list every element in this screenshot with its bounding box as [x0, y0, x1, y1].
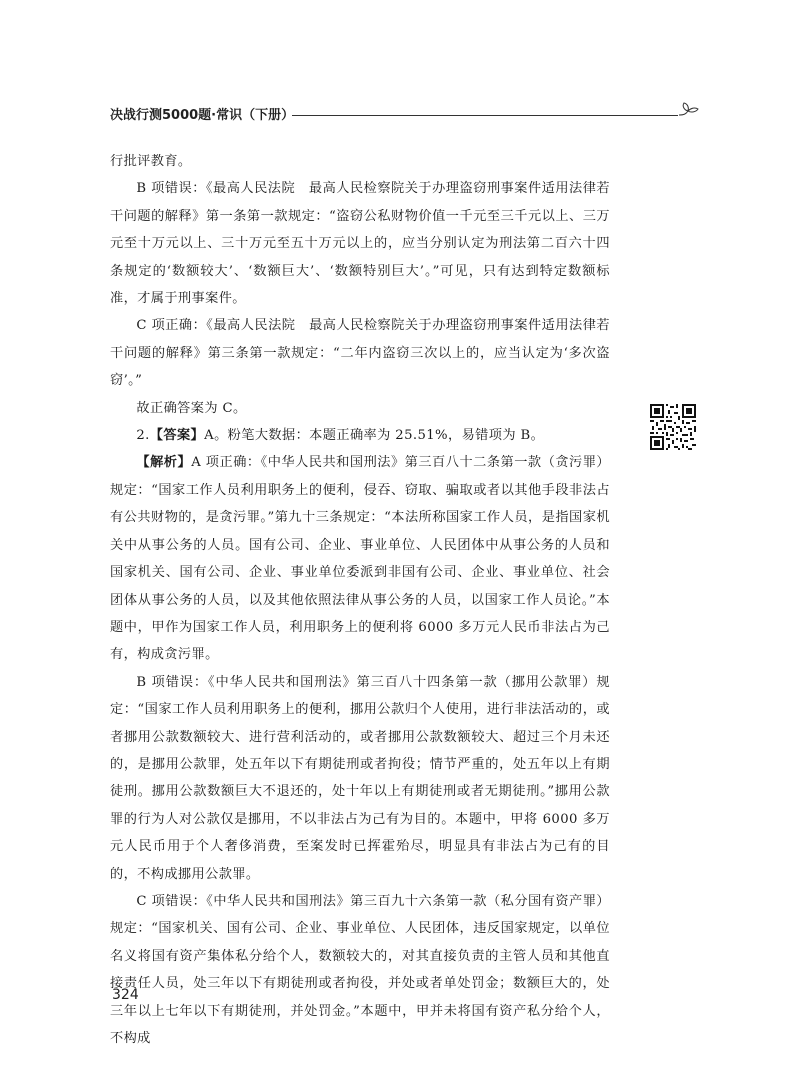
- page-body: [110, 148, 610, 1052]
- analysis-label: 【解析】: [136, 455, 192, 471]
- page-number: 324: [112, 987, 139, 1003]
- analysis-text: A 项正确：《中华人民共和国刑法》第三百八十二条第一款（贪污罪）规定：“国家工作人员利用职务上的便利，侵吞、窃取、骗取或者以其他手段非法占有公共财物的，是贪污罪。”第九十三条规定：“本法所称国家工作人员，是指国家机关中从事公务的人员。国有公司、企业、事业单位、人民团体中从事公务的人员和国家机关、国有公司、企业、事业单位委派到非国有公司、企业、事业单位、社会团体从事公务的人员，以及其他依照法律从事公务的人员，以国家工作人员论。”本题中，甲作为国家工作人员，利用职务上的便利将 6000 多万元人民币非法占为己有，构成贪污罪。: [110, 455, 610, 663]
- answer-text: A。粉笔大数据：本题正确率为 25.51%，易错项为 B。: [204, 428, 545, 444]
- header-rule: [292, 115, 678, 116]
- answer-label: 【答案】: [149, 428, 205, 444]
- running-header: [110, 104, 700, 128]
- paragraph-option-c-q1: C 项正确：《最高人民法院 最高人民检察院关于办理盗窃刑事案件适用法律若干问题的解释》第三条第一款规定：“二年内盗窃三次以上的，应当认定为‘多次盗窃’。”: [110, 318, 610, 389]
- paragraph-option-b-q1: B 项错误：《最高人民法院 最高人民检察院关于办理盗窃刑事案件适用法律若干问题的解释》第一条第一款规定：“盗窃公私财物价值一千元至三千元以上、三万元至十万元以上、三十万元至五十万元以上的，应当分别认定为刑法第二百六十四条规定的‘数额较大’、‘数额巨大’、‘数额特别巨大’。”可见，只有达到特定数额标准，才属于刑事案件。: [110, 181, 610, 307]
- paragraph-q2-answer: [110, 422, 610, 449]
- paragraph-option-c-q2: C 项错误：《中华人民共和国刑法》第三百九十六条第一款（私分国有资产罪）规定：“国家机关、国有公司、企业、事业单位、人民团体，违反国家规定，以单位名义将国有资产集体私分给个人，数额较大的，对其直接负责的主管人员和其他直接责任人员，处三年以下有期徒刑或者拘役，并处或者单处罚金；数额巨大的，处三年以上七年以下有期徒刑，并处罚金。”本题中，甲并未将国有资产私分给个人，不构成: [110, 893, 610, 1046]
- question-number: 2.: [136, 428, 150, 444]
- paragraph-continuation: 行批评教育。: [110, 154, 192, 169]
- paragraph-q1-conclusion: 故正确答案为 C。: [136, 400, 247, 416]
- paragraph-option-b-q2: B 项错误：《中华人民共和国刑法》第三百八十四条第一款（挪用公款罪）规定：“国家工作人员利用职务上的便利，挪用公款归个人使用，进行非法活动的，或者挪用公款数额较大、进行营利活动的，或者挪用公款数额较大、超过三个月未还的，是挪用公款罪，处五年以下有期徒刑或者拘役；情节严重的，处五年以上有期徒刑。挪用公款数额巨大不退还的，处十年以上有期徒刑或者无期徒刑。”挪用公款罪的行为人对公款仅是挪用，不以非法占为己有为目的。本题中，甲将 6000 多万元人民币用于个人奢侈消费，至案发时已挥霍殆尽，明显具有非法占为己有的目的，不构成挪用公款罪。: [110, 674, 610, 882]
- qr-code-icon: [650, 404, 696, 450]
- sprout-leaf-icon: [676, 98, 700, 120]
- header-title: 决战行测5000题·常识（下册）: [110, 108, 295, 123]
- paragraph-q2-analysis: [110, 449, 610, 668]
